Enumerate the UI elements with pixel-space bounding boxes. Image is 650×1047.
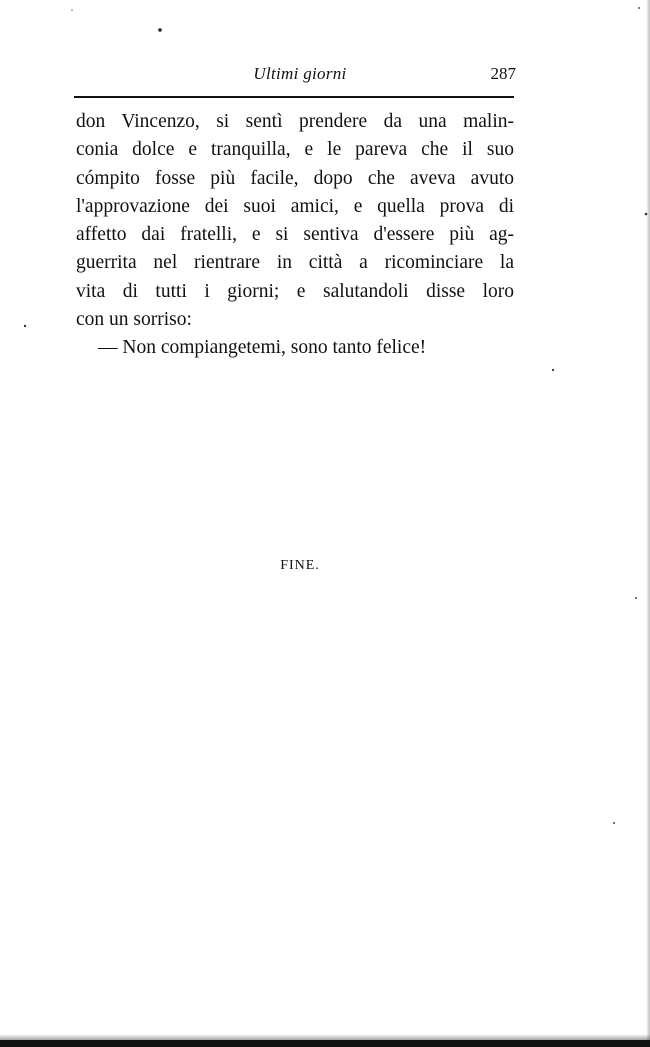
running-title: Ultimi giorni [253,64,347,83]
scan-edge-right [646,0,650,1047]
text-line: don Vincenzo, si sentì prendere da una malin- [76,111,514,132]
speck [71,9,73,11]
speck [613,822,615,824]
speck [635,597,637,599]
speck [638,7,640,9]
speck [24,325,26,327]
speck [552,369,554,371]
scan-edge-bottom [0,1040,650,1047]
page-number: 287 [490,64,516,83]
text-line: con un sorriso: [76,309,192,331]
speck [158,28,162,32]
text-line: cómpito fosse più facile, dopo che aveva avuto [76,167,514,189]
end-mark: FINE. [280,558,320,573]
dialogue-line: — Non compiangetemi, sono tanto felice! [98,337,427,359]
text-line: conia dolce e tranquilla, e le pareva che il suo [76,139,514,161]
text-line: guerrita nel rientrare in città a ricominciare la [76,252,514,274]
text-line: affetto dai fratelli, e si sentiva d'essere più ag- [76,224,514,246]
text-line: vita di tutti i giorni; e salutandoli disse loro [76,280,514,302]
text-line: l'approvazione dei suoi amici, e quella prova di [76,195,514,217]
